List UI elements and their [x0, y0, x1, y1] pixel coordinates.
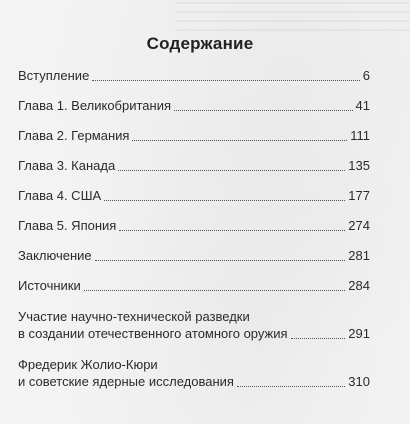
toc-entry-page: 177: [348, 188, 370, 203]
toc-entry-label: Глава 4. США: [18, 188, 102, 203]
toc-entry: [18, 278, 370, 294]
dot-leader: [132, 140, 347, 141]
dot-leader: [237, 386, 345, 387]
toc-entry-multiline: [18, 356, 370, 390]
table-of-contents: [18, 68, 370, 404]
toc-entry-label: Глава 3. Канада: [18, 158, 116, 173]
dot-leader: [174, 110, 353, 111]
toc-entry: [18, 128, 370, 144]
toc-entry: [18, 68, 370, 84]
toc-entry-page: 274: [348, 218, 370, 233]
toc-entry-label: Вступление: [18, 68, 90, 83]
toc-entry-label-line1: Фредерик Жолио-Кюри: [18, 357, 158, 372]
toc-entry-label-line2: в создании отечественного атомного оружия: [18, 326, 288, 341]
toc-entry-page: 291: [348, 326, 370, 341]
dot-leader: [291, 338, 346, 339]
toc-entry-label: Заключение: [18, 248, 92, 263]
toc-entry-label: Источники: [18, 278, 81, 293]
toc-entry-page: 41: [355, 98, 370, 113]
toc-entry: [18, 218, 370, 234]
dot-leader: [118, 170, 345, 171]
toc-entry: [18, 188, 370, 204]
toc-entry-label: Глава 1. Великобритания: [18, 98, 172, 113]
toc-entry-line2: [18, 325, 370, 342]
toc-entry: [18, 248, 370, 264]
toc-entry-label: Глава 2. Германия: [18, 128, 130, 143]
toc-entry-label: Глава 5. Япония: [18, 218, 117, 233]
dot-leader: [95, 260, 346, 261]
toc-entry: [18, 98, 370, 114]
toc-entry-page: 6: [362, 68, 370, 83]
dot-leader: [119, 230, 345, 231]
toc-entry-label-line2: и советские ядерные исследования: [18, 374, 234, 389]
toc-entry-page: 310: [348, 374, 370, 389]
toc-entry: [18, 158, 370, 174]
dot-leader: [84, 290, 346, 291]
toc-entry-page: 135: [348, 158, 370, 173]
dot-leader: [92, 80, 359, 81]
toc-entry-page: 111: [350, 128, 370, 143]
bleed-through-text: [175, 2, 410, 32]
page-title: Содержание: [146, 34, 254, 53]
toc-entry-page: 284: [348, 278, 370, 293]
toc-entry-label-line1: Участие научно-технической разведки: [18, 309, 250, 324]
toc-entry-multiline: [18, 308, 370, 342]
toc-entry-line2: [18, 373, 370, 390]
toc-entry-page: 281: [348, 248, 370, 263]
dot-leader: [104, 200, 345, 201]
